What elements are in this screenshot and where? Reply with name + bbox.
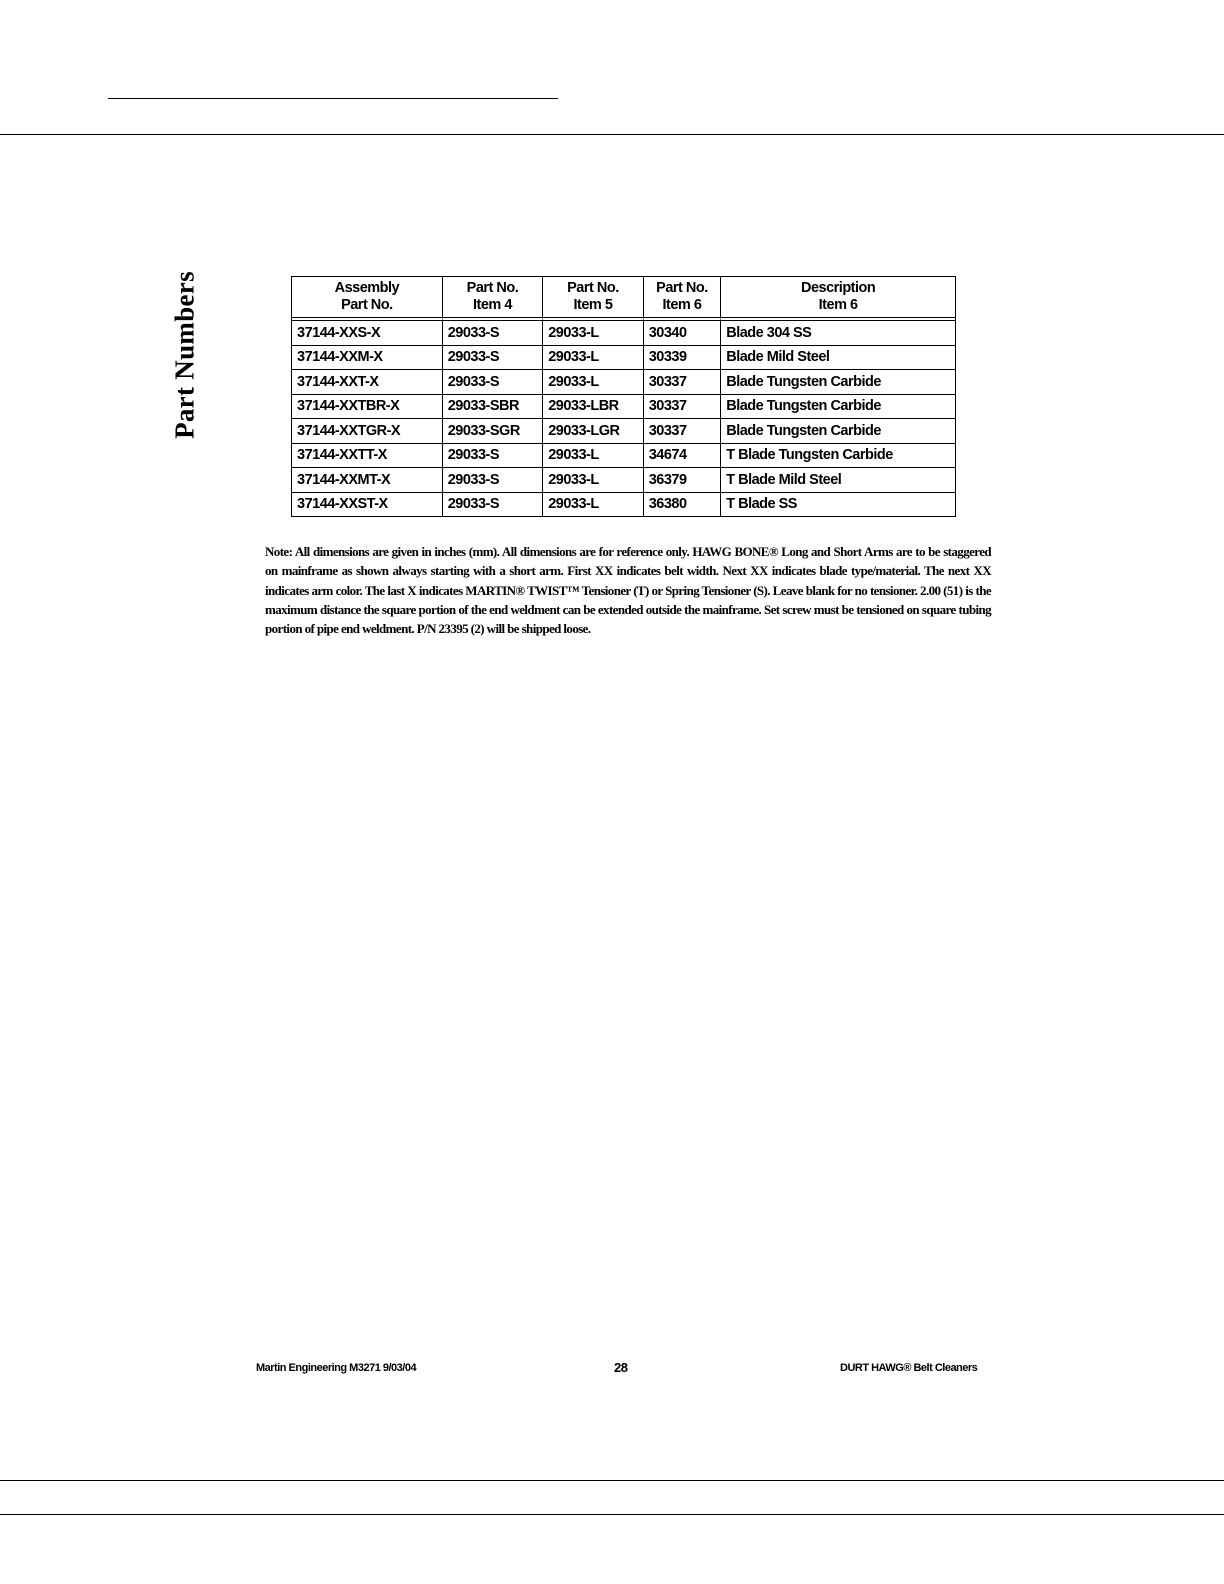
item-4-cell: 29033-S bbox=[443, 370, 543, 395]
item-6-cell: 30340 bbox=[644, 321, 722, 346]
header-rule-short bbox=[108, 98, 558, 99]
item-5-cell: 29033-L bbox=[543, 444, 643, 469]
item-6-cell: 30339 bbox=[644, 346, 722, 371]
item-5-cell: 29033-L bbox=[543, 346, 643, 371]
item-4-cell: 29033-SBR bbox=[443, 395, 543, 420]
item-5-cell: 29033-L bbox=[543, 321, 643, 346]
item-4-cell: 29033-S bbox=[443, 346, 543, 371]
description-cell: Blade 304 SS bbox=[721, 321, 955, 346]
assembly-part-no-cell: 37144-XXST-X bbox=[292, 493, 443, 517]
item-4-cell: 29033-SGR bbox=[443, 419, 543, 444]
item-4-cell: 29033-S bbox=[443, 468, 543, 493]
description-cell: Blade Tungsten Carbide bbox=[721, 395, 955, 420]
item-6-cell: 36380 bbox=[644, 493, 722, 517]
item-5-cell: 29033-L bbox=[543, 493, 643, 517]
header-description-item-6: Description Item 6 bbox=[721, 277, 955, 321]
assembly-part-no-cell: 37144-XXMT-X bbox=[292, 468, 443, 493]
table-row bbox=[292, 395, 955, 420]
header-rule bbox=[0, 134, 1224, 135]
item-6-cell: 30337 bbox=[644, 395, 722, 420]
header-part-no-item-6: Part No. Item 6 bbox=[644, 277, 722, 321]
footer-document-id: Martin Engineering M3271 9/03/04 bbox=[256, 1362, 417, 1374]
item-5-cell: 29033-LBR bbox=[543, 395, 643, 420]
page-number: 28 bbox=[614, 1360, 628, 1375]
assembly-part-no-cell: 37144-XXM-X bbox=[292, 346, 443, 371]
table-row bbox=[292, 346, 955, 371]
description-cell: T Blade Mild Steel bbox=[721, 468, 955, 493]
table-row bbox=[292, 468, 955, 493]
table-row bbox=[292, 444, 955, 469]
section-title-vertical: Part Numbers bbox=[169, 271, 200, 439]
assembly-part-no-cell: 37144-XXS-X bbox=[292, 321, 443, 346]
header-part-no-item-4: Part No. Item 4 bbox=[443, 277, 543, 321]
item-6-cell: 36379 bbox=[644, 468, 722, 493]
header-assembly-part-no: Assembly Part No. bbox=[292, 277, 443, 321]
item-5-cell: 29033-L bbox=[543, 370, 643, 395]
table-row bbox=[292, 419, 955, 444]
assembly-part-no-cell: 37144-XXTBR-X bbox=[292, 395, 443, 420]
footer-product-name: DURT HAWG® Belt Cleaners bbox=[840, 1362, 978, 1374]
table-row bbox=[292, 493, 955, 517]
description-cell: Blade Mild Steel bbox=[721, 346, 955, 371]
table-row bbox=[292, 321, 955, 346]
header-part-no-item-5: Part No. Item 5 bbox=[543, 277, 643, 321]
assembly-part-no-cell: 37144-XXT-X bbox=[292, 370, 443, 395]
item-6-cell: 30337 bbox=[644, 370, 722, 395]
assembly-part-no-cell: 37144-XXTGR-X bbox=[292, 419, 443, 444]
table-note: Note: All dimensions are given in inches (mm). All dimensions are for reference only. HAWG BONE® Long and Short Arms are to be staggered on mainframe as shown always starting with a short arm. First XX indicates belt width. Next XX indicates blade type/material. The next XX indicates arm color. The last X indicates MARTIN® TWIST™ Tensioner (T) or Spring Tensioner (S). Leave blank for no tensioner. 2.00 (51) is the maximum distance the square portion of the end weldment can be extended outside the mainframe. Set screw must be tensioned on square tubing portion of pipe end weldment. P/N 23395 (2) will be shipped loose. bbox=[265, 544, 991, 637]
item-6-cell: 30337 bbox=[644, 419, 722, 444]
item-6-cell: 34674 bbox=[644, 444, 722, 469]
description-cell: Blade Tungsten Carbide bbox=[721, 370, 955, 395]
description-cell: Blade Tungsten Carbide bbox=[721, 419, 955, 444]
item-4-cell: 29033-S bbox=[443, 444, 543, 469]
description-cell: T Blade Tungsten Carbide bbox=[721, 444, 955, 469]
item-4-cell: 29033-S bbox=[443, 321, 543, 346]
item-4-cell: 29033-S bbox=[443, 493, 543, 517]
footer-rule-lower bbox=[0, 1514, 1224, 1515]
item-5-cell: 29033-L bbox=[543, 468, 643, 493]
table-header-row bbox=[292, 277, 955, 321]
assembly-part-no-cell: 37144-XXTT-X bbox=[292, 444, 443, 469]
footer-rule-upper bbox=[0, 1480, 1224, 1481]
description-cell: T Blade SS bbox=[726, 496, 797, 513]
part-numbers-table bbox=[291, 276, 956, 517]
item-5-cell: 29033-LGR bbox=[543, 419, 643, 444]
table-row bbox=[292, 370, 955, 395]
